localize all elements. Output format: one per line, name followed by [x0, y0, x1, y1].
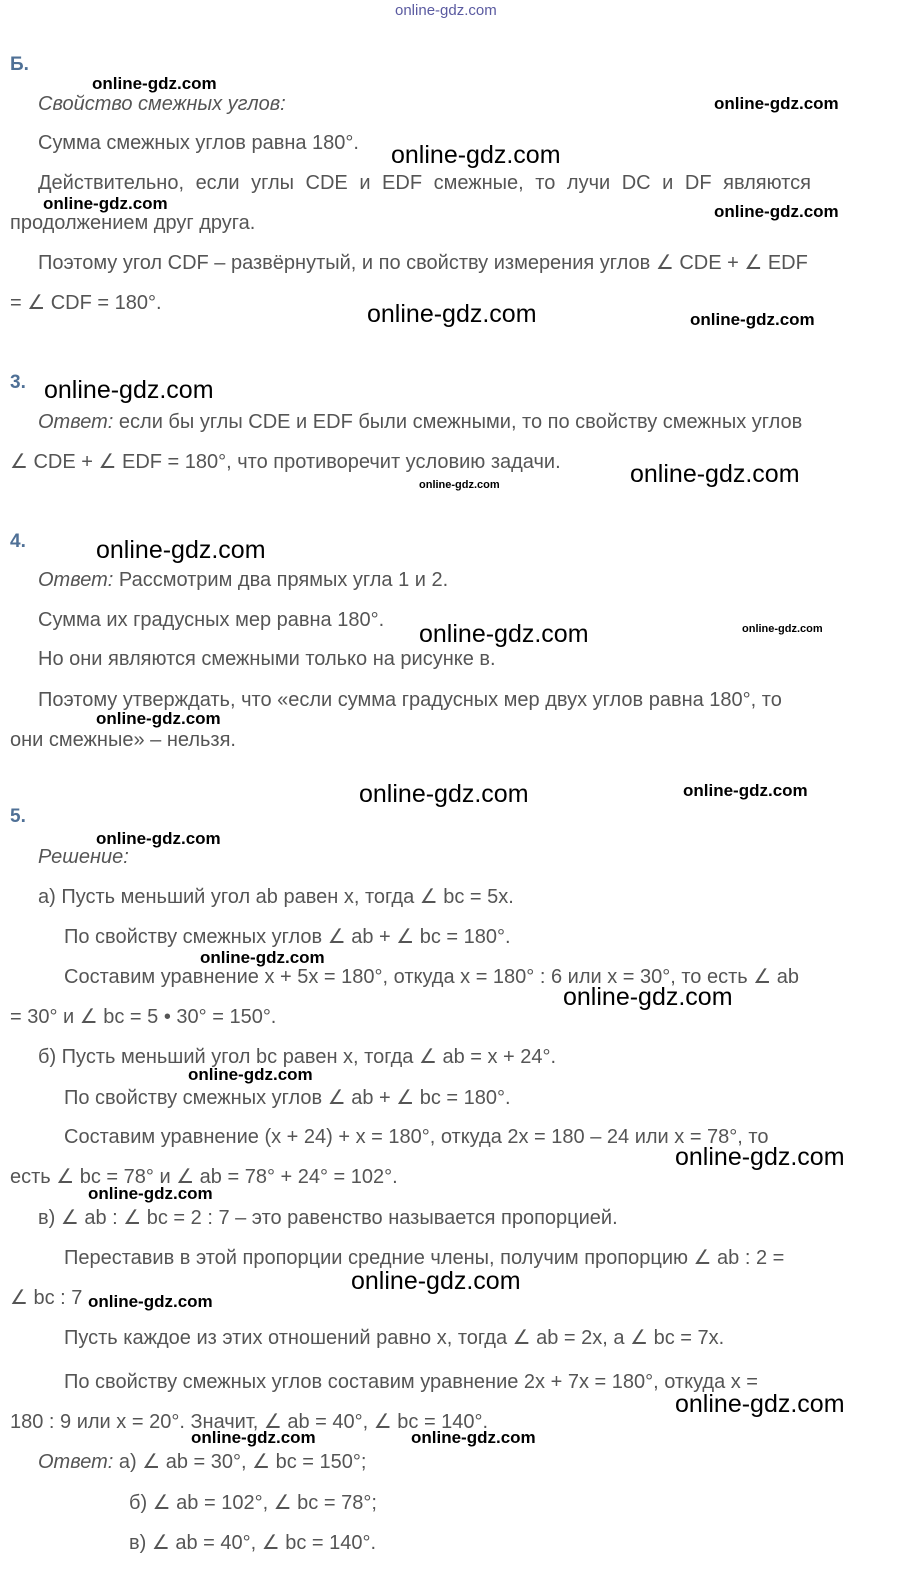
section-b-p2b: продолжением друг друга.: [10, 212, 256, 234]
section-5-b3a: Составим уравнение (x + 24) + x = 180°, откуда 2x = 180 – 24 или x = 78°, то: [64, 1126, 769, 1148]
section-5-a3a: Составим уравнение x + 5x = 180°, откуда x = 180° : 6 или x = 30°, то есть ∠ ab: [64, 966, 799, 988]
watermark-text: online-gdz.com: [742, 623, 823, 635]
watermark-text: online-gdz.com: [395, 2, 497, 19]
section-5-c2a: Переставив в этой пропорции средние члены, получим пропорцию ∠ ab : 2 =: [64, 1247, 785, 1269]
watermark-text: online-gdz.com: [351, 1267, 521, 1295]
section-5-b3b: есть ∠ bc = 78° и ∠ ab = 78° + 24° = 102°.: [10, 1166, 398, 1188]
watermark-text: online-gdz.com: [419, 479, 500, 491]
watermark-text: online-gdz.com: [188, 1065, 313, 1084]
watermark-text: online-gdz.com: [714, 202, 839, 221]
section-4-line4a: Поэтому утверждать, что «если сумма градусных мер двух углов равна 180°, то: [38, 689, 782, 711]
watermark-text: online-gdz.com: [683, 781, 808, 800]
watermark-text: online-gdz.com: [96, 536, 266, 564]
section-label-3: 3.: [10, 372, 26, 393]
watermark-text: online-gdz.com: [96, 829, 221, 848]
section-5-answer-c: в) ∠ ab = 40°, ∠ bc = 140°.: [129, 1532, 377, 1554]
watermark-text: online-gdz.com: [419, 620, 589, 648]
watermark-text: online-gdz.com: [359, 780, 529, 808]
section-5-solution-label: Решение:: [38, 846, 129, 868]
section-label-5: 5.: [10, 806, 26, 827]
section-5-answer-a: Ответ: а) ∠ ab = 30°, ∠ bc = 150°;: [38, 1451, 367, 1473]
watermark-text: online-gdz.com: [191, 1428, 316, 1447]
section-3-answer-line2: ∠ CDE + ∠ EDF = 180°, что противоречит условию задачи.: [10, 451, 561, 473]
watermark-text: online-gdz.com: [88, 1292, 213, 1311]
section-4-line1: Ответ: Рассмотрим два прямых угла 1 и 2.: [38, 569, 449, 591]
section-5-c1: в) ∠ ab : ∠ bc = 2 : 7 – это равенство называется пропорцией.: [38, 1207, 618, 1229]
section-label-b: Б.: [10, 54, 29, 75]
section-5-c4a: По свойству смежных углов составим уравнение 2x + 7x = 180°, откуда x =: [64, 1371, 758, 1393]
section-3-answer-line1: Ответ: если бы углы CDE и EDF были смежными, то по свойству смежных углов: [38, 411, 803, 433]
section-5-a1: а) Пусть меньший угол ab равен x, тогда ∠ bc = 5x.: [38, 886, 514, 908]
section-4-line4b: они смежные» – нельзя.: [10, 729, 236, 751]
watermark-text: online-gdz.com: [96, 709, 221, 728]
section-label-4: 4.: [10, 531, 26, 552]
section-5-b2: По свойству смежных углов ∠ ab + ∠ bc = 180°.: [64, 1087, 511, 1109]
section-5-a3b: = 30° и ∠ bc = 5 • 30° = 150°.: [10, 1006, 277, 1028]
watermark-text: online-gdz.com: [44, 376, 214, 404]
watermark-text: online-gdz.com: [675, 1143, 845, 1171]
watermark-text: online-gdz.com: [92, 74, 217, 93]
section-5-c4b: 180 : 9 или x = 20°. Значит, ∠ ab = 40°, ∠ bc = 140°.: [10, 1411, 489, 1433]
watermark-text: online-gdz.com: [200, 948, 325, 967]
section-b-heading: Свойство смежных углов:: [38, 93, 286, 115]
section-4-line2: Сумма их градусных мер равна 180°.: [38, 609, 385, 631]
section-5-a2: По свойству смежных углов ∠ ab + ∠ bc = 180°.: [64, 926, 511, 948]
section-b-p2a: Действительно, если углы CDE и EDF смежные, то лучи DC и DF являются: [38, 172, 811, 194]
watermark-text: online-gdz.com: [88, 1184, 213, 1203]
section-5-b1: б) Пусть меньший угол bc равен x, тогда ∠ ab = x + 24°.: [38, 1046, 557, 1068]
section-b-p1: Сумма смежных углов равна 180°.: [38, 132, 359, 154]
watermark-text: online-gdz.com: [563, 983, 733, 1011]
watermark-text: online-gdz.com: [714, 94, 839, 113]
watermark-text: online-gdz.com: [367, 300, 537, 328]
watermark-text: online-gdz.com: [630, 460, 800, 488]
watermark-text: online-gdz.com: [411, 1428, 536, 1447]
watermark-text: online-gdz.com: [391, 141, 561, 169]
watermark-text: online-gdz.com: [690, 310, 815, 329]
watermark-text: online-gdz.com: [43, 194, 168, 213]
section-5-c2b: ∠ bc : 7: [10, 1287, 83, 1309]
section-b-p3a: Поэтому угол CDF – развёрнутый, и по свойству измерения углов ∠ CDE + ∠ EDF: [38, 252, 808, 274]
section-5-c3: Пусть каждое из этих отношений равно x, тогда ∠ ab = 2x, а ∠ bc = 7x.: [64, 1327, 725, 1349]
section-4-line3: Но они являются смежными только на рисунке в.: [38, 648, 496, 670]
section-b-p3b: = ∠ CDF = 180°.: [10, 292, 162, 314]
section-5-answer-b: б) ∠ ab = 102°, ∠ bc = 78°;: [129, 1492, 377, 1514]
watermark-text: online-gdz.com: [675, 1390, 845, 1418]
